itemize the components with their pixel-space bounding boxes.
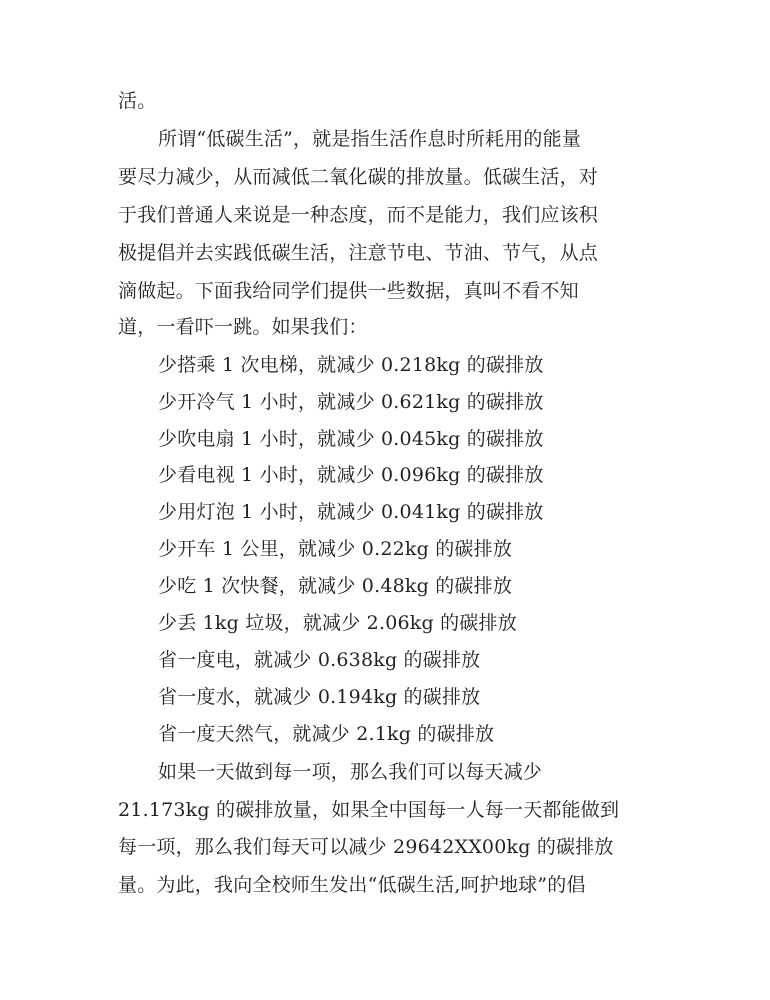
text-line: 道，一看吓一跳。如果我们： (118, 316, 368, 338)
list-item: 少搭乘 1 次电梯，就减少 0.218kg 的碳排放 (158, 354, 544, 376)
list-item: 少丢 1kg 垃圾，就减少 2.06kg 的碳排放 (158, 612, 517, 634)
text-line: 如果一天做到每一项，那么我们可以每天减少 (158, 761, 543, 783)
list-item: 少吃 1 次快餐，就减少 0.48kg 的碳排放 (158, 575, 513, 597)
text-line: 滴做起。下面我给同学们提供一些数据，真叫不看不知 (118, 280, 579, 302)
list-item: 省一度天然气，就减少 2.1kg 的碳排放 (158, 723, 495, 745)
list-item: 少开冷气 1 小时，就减少 0.621kg 的碳排放 (158, 391, 544, 413)
list-item: 少看电视 1 小时，就减少 0.096kg 的碳排放 (158, 464, 544, 486)
list-item: 省一度电，就减少 0.638kg 的碳排放 (158, 649, 481, 671)
list-item: 省一度水，就减少 0.194kg 的碳排放 (158, 686, 481, 708)
text-line: 所谓“低碳生活”，就是指生活作息时所耗用的能量 (158, 128, 582, 150)
text-line: 要尽力减少，从而减低二氧化碳的排放量。低碳生活，对 (118, 166, 599, 188)
list-item: 少吹电扇 1 小时，就减少 0.045kg 的碳排放 (158, 428, 544, 450)
text-line: 21.173kg 的碳排放量，如果全中国每一人每一天都能做到 (118, 799, 620, 821)
text-line: 量。为此，我向全校师生发出“低碳生活,呵护地球”的倡 (118, 874, 586, 896)
text-line: 活。 (118, 90, 157, 112)
text-line: 于我们普通人来说是一种态度，而不是能力，我们应该积 (118, 204, 599, 226)
list-item: 少用灯泡 1 小时，就减少 0.041kg 的碳排放 (158, 501, 544, 523)
text-line: 每一项，那么我们每天可以减少 29642XX00kg 的碳排放 (118, 836, 614, 858)
text-line: 极提倡并去实践低碳生活，注意节电、节油、节气，从点 (118, 242, 599, 264)
list-item: 少开车 1 公里，就减少 0.22kg 的碳排放 (158, 538, 513, 560)
